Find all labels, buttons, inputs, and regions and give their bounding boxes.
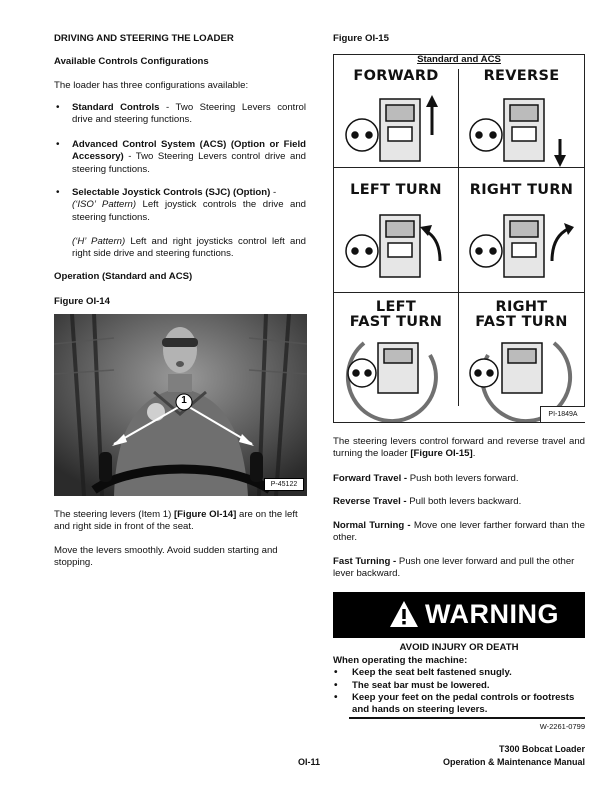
normal-turning-text: Normal Turning - Move one lever farther forward than the other.: [333, 520, 585, 544]
h-pattern-text: (‘H’ Pattern) Left and right joysticks control left and right side drive and steering functions.: [72, 236, 306, 260]
bullet-marker: •: [334, 680, 338, 691]
left-fast-loader-illustration: [348, 343, 436, 421]
bullet-marker: •: [334, 667, 338, 678]
section-heading: DRIVING AND STEERING THE LOADER: [54, 33, 234, 44]
warning-lead: When operating the machine:: [333, 655, 468, 666]
operator-photo: [54, 314, 307, 496]
warning-item-hands-feet: Keep your feet on the pedal controls or footrests and hands on steering levers.: [352, 692, 575, 716]
subheading-controls: Available Controls Configurations: [54, 56, 209, 67]
warning-banner: [333, 592, 585, 638]
steering-control-text: The steering levers control forward and reverse travel and turning the loader [Figure OI-15].: [333, 436, 585, 460]
panel-forward-title: FORWARD: [353, 68, 439, 84]
panel-left-fast-title: LEFT FAST TURN: [349, 299, 443, 331]
warning-rule: [349, 717, 585, 719]
warning-item-seatbelt: Keep the seat belt fastened snugly.: [352, 667, 512, 678]
left-turn-loader-illustration: [346, 215, 420, 277]
forward-travel-text: Forward Travel - Push both levers forward.: [333, 473, 519, 484]
page-number: OI-11: [298, 757, 321, 767]
warning-subtitle: AVOID INJURY OR DEATH: [399, 642, 519, 653]
bullet-standard: Standard Controls - Two Steering Levers control drive and steering functions.: [72, 102, 306, 126]
panel-right-fast-title: RIGHT FAST TURN: [475, 299, 568, 331]
diagram-id-label: PI-1849A: [540, 406, 585, 422]
intro-text: The loader has three configurations available:: [54, 80, 249, 91]
move-levers-text: Move the levers smoothly. Avoid sudden starting and stopping.: [54, 545, 278, 569]
bullet-acs: Advanced Control System (ACS) (Option or Field Accessory) - Two Steering Levers control drive and steering functions.: [72, 139, 306, 175]
reverse-loader-illustration: [470, 99, 544, 161]
steering-diagram: [333, 54, 585, 423]
bullet-marker: •: [56, 102, 60, 113]
bullet-sjc: Selectable Joystick Controls (SJC) (Option) - (‘ISO’ Pattern) Left joystick controls the drive and steering functions.: [72, 187, 306, 223]
panel-right-turn-title: RIGHT TURN: [469, 182, 574, 198]
bullet-marker: •: [56, 187, 60, 198]
forward-loader-illustration: [346, 99, 420, 161]
footer-product: T300 Bobcat Loader: [498, 744, 585, 754]
fast-turning-text: Fast Turning - Push one lever forward and pull the other lever backward.: [333, 556, 575, 580]
figure-oi-14-label: Figure OI-14: [54, 296, 110, 307]
bullet-marker: •: [334, 692, 338, 703]
photo-id-label: P-45122: [264, 478, 304, 491]
right-turn-arrow: [552, 229, 568, 261]
warning-code: W-2261-0799: [539, 722, 585, 731]
panel-reverse-title: REVERSE: [483, 68, 560, 84]
steering-levers-text: The steering levers (Item 1) [Figure OI-14] are on the left and right side in front of the seat.: [54, 509, 298, 533]
warning-title: WARNING: [425, 599, 559, 629]
photo-callout-number: 1: [181, 395, 187, 406]
figure-oi-15-label: Figure OI-15: [333, 33, 389, 44]
panel-left-turn-title: LEFT TURN: [350, 182, 442, 198]
operation-heading: Operation (Standard and ACS): [54, 271, 193, 282]
bullet-marker: •: [56, 139, 60, 150]
footer-manual: Operation & Maintenance Manual: [442, 757, 585, 767]
warning-item-seatbar: The seat bar must be lowered.: [352, 680, 490, 691]
reverse-travel-text: Reverse Travel - Pull both levers backward.: [333, 496, 522, 507]
warning-triangle-icon: [389, 600, 419, 628]
steering-illustrations: [334, 55, 584, 422]
right-turn-loader-illustration: [470, 215, 544, 277]
diagram-header: Standard and ACS: [417, 54, 501, 65]
